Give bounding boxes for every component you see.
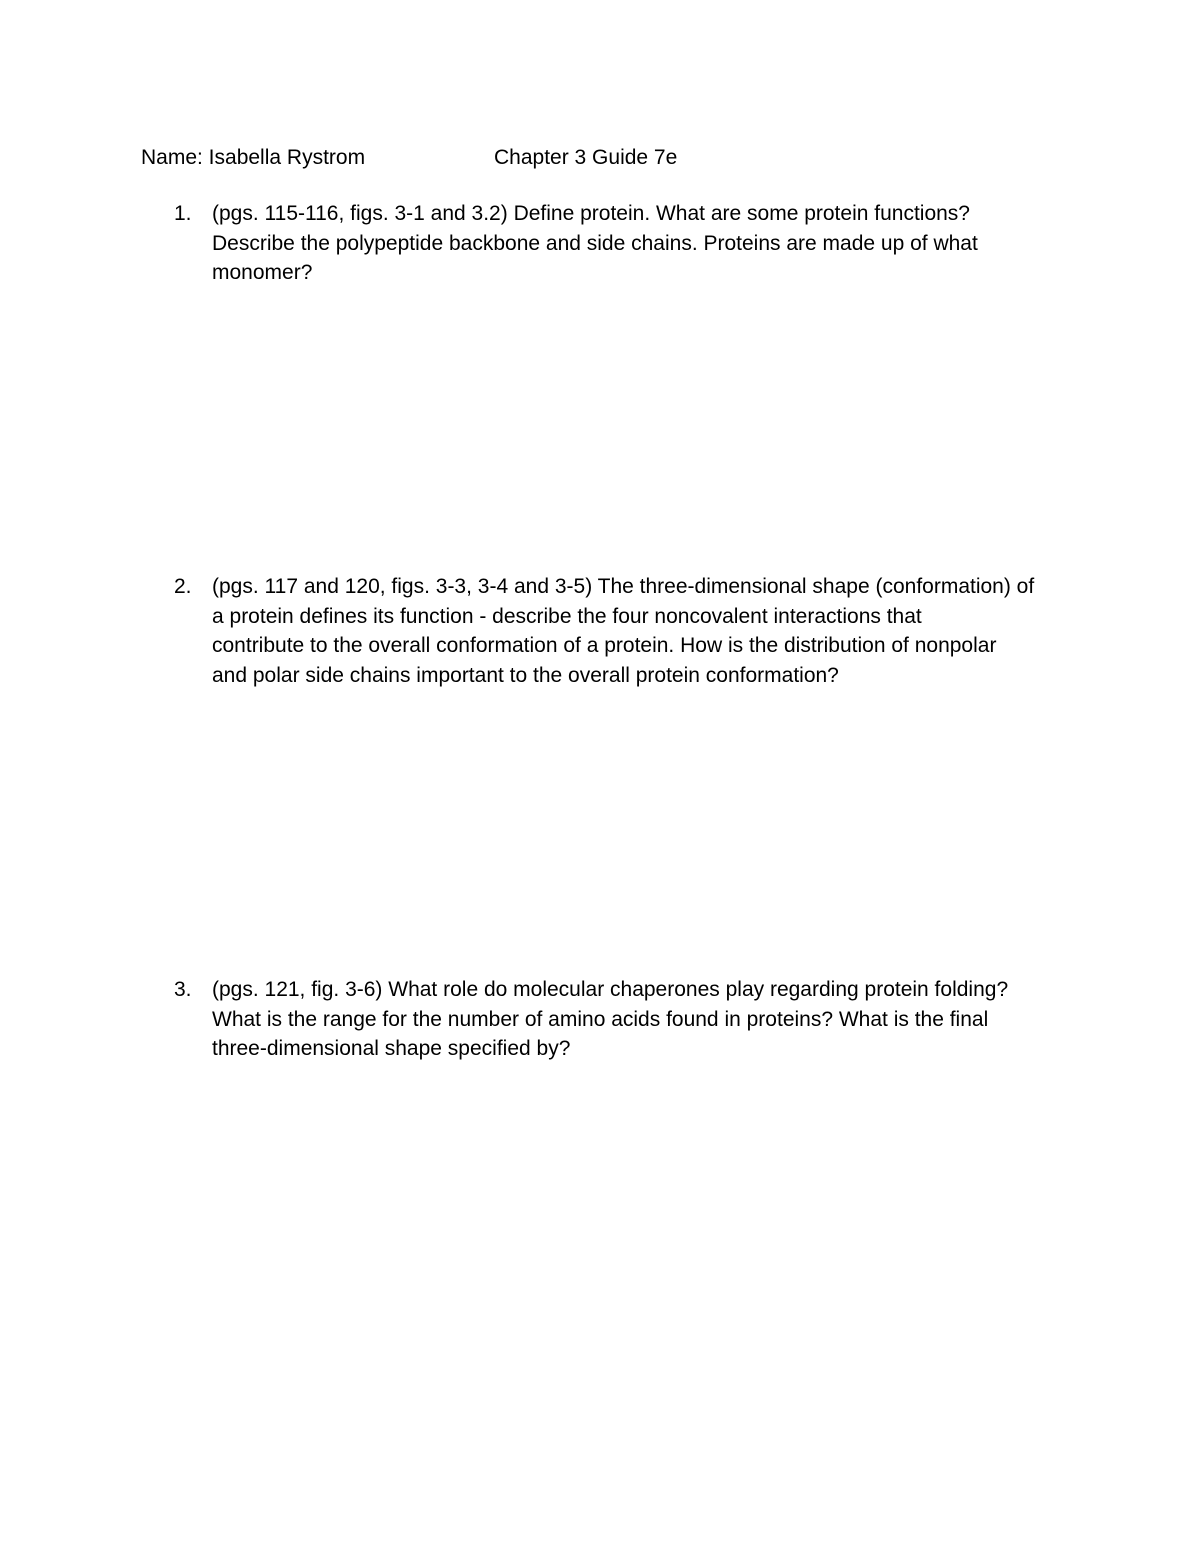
document-header <box>141 144 1041 172</box>
question-line: three-dimensional shape specified by? <box>212 1037 571 1060</box>
question-text <box>212 199 1062 288</box>
student-name: Name: Isabella Rystrom <box>141 146 366 169</box>
question-number: 3. <box>174 978 192 1001</box>
chapter-title: Chapter 3 Guide 7e <box>494 146 678 169</box>
question-line: (pgs. 117 and 120, figs. 3-3, 3-4 and 3-5) The three-dimensional shape (conformation) of <box>212 575 1035 598</box>
question-line: (pgs. 121, fig. 3-6) What role do molecular chaperones play regarding protein folding? <box>212 978 1009 1001</box>
question-line: contribute to the overall conformation of a protein. How is the distribution of nonpolar <box>212 634 997 657</box>
question-line: What is the range for the number of amino acids found in proteins? What is the final <box>212 1007 989 1031</box>
question-2 <box>174 572 1064 690</box>
question-line: monomer? <box>212 261 313 284</box>
question-line: and polar side chains important to the overall protein conformation? <box>212 663 839 687</box>
question-line: a protein defines its function - describe the four noncovalent interactions that <box>212 604 922 628</box>
question-3 <box>174 975 1064 1064</box>
question-1 <box>174 199 1064 288</box>
question-number: 2. <box>174 575 192 598</box>
question-text <box>212 572 1062 690</box>
question-line: (pgs. 115-116, figs. 3-1 and 3.2) Define protein. What are some protein functions? <box>212 202 970 225</box>
question-line: Describe the polypeptide backbone and side chains. Proteins are made up of what <box>212 231 978 255</box>
question-number: 1. <box>174 202 192 225</box>
question-text <box>212 975 1062 1064</box>
